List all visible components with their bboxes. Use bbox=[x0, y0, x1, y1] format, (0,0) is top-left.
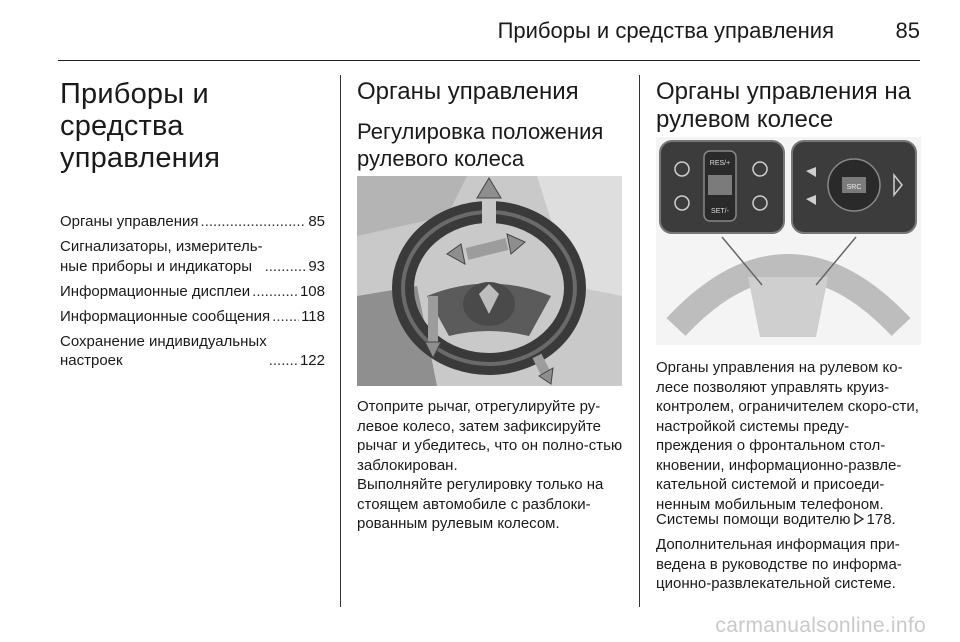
page-reference-arrow-icon bbox=[854, 513, 864, 525]
watermark: carmanualsonline.info bbox=[715, 614, 926, 637]
wheel-controls-column bbox=[656, 78, 921, 134]
header-rule bbox=[58, 60, 920, 61]
driver-assist-reference[interactable] bbox=[656, 510, 924, 530]
toc-entry-page: 118 bbox=[301, 307, 325, 325]
toc-entry[interactable] bbox=[60, 307, 325, 327]
toc-entry-text: Информационные дисплеи bbox=[60, 282, 251, 300]
section-title-wheel-controls bbox=[656, 78, 921, 134]
toc-leader-dots bbox=[265, 257, 307, 277]
toc-entry-text: Сигнализаторы, измеритель- ные приборы и индикаторы bbox=[60, 238, 263, 275]
toc-entry[interactable] bbox=[60, 237, 325, 276]
table-of-contents bbox=[60, 212, 325, 371]
toc-entry[interactable] bbox=[60, 332, 325, 371]
header-title: Приборы и средства управления bbox=[497, 18, 834, 43]
chapter-title-line-1: Приборы и средства bbox=[60, 78, 209, 142]
toc-entry-text: Информационные сообщения bbox=[60, 307, 271, 325]
toc-entry-page: 93 bbox=[308, 257, 325, 275]
toc-entry-text: Органы управления bbox=[60, 213, 199, 230]
set-label: SET/- bbox=[711, 208, 729, 215]
toc-leader-dots bbox=[201, 212, 307, 232]
controls-column bbox=[357, 78, 622, 172]
steering-wheel-image bbox=[357, 176, 622, 386]
driver-assist-text: Системы помощи водителю bbox=[656, 511, 851, 528]
infotainment-reference-paragraph: Дополнительная информация при-ведена в руководстве по информа-ционно-развлекательной системе. bbox=[656, 536, 902, 592]
subsection-title-line-1: Регулировка положения bbox=[357, 119, 604, 144]
subsection-title bbox=[357, 118, 622, 172]
chapter-title-line-2: управления bbox=[60, 142, 221, 174]
column-divider-1 bbox=[340, 75, 341, 607]
toc-leader-dots bbox=[269, 351, 298, 371]
res-label: RES/+ bbox=[709, 160, 731, 167]
toc-entry-page: 108 bbox=[299, 282, 325, 300]
chapter-title bbox=[60, 78, 325, 174]
toc-entry-page: 122 bbox=[299, 352, 325, 369]
section-title-line-2: рулевом колесе bbox=[656, 106, 834, 133]
page-header bbox=[58, 14, 920, 48]
chapter-column bbox=[60, 78, 325, 376]
toc-entry[interactable] bbox=[60, 282, 325, 302]
toc-entry-page: 85 bbox=[308, 213, 325, 230]
section-title: Органы управления bbox=[357, 78, 579, 105]
subsection-title-line-2: рулевого колеса bbox=[357, 146, 525, 171]
steering-wheel-controls-illustration bbox=[656, 137, 921, 345]
column-divider-2 bbox=[639, 75, 640, 607]
section-title-line-1: Органы управления на bbox=[656, 78, 911, 105]
toc-leader-dots bbox=[252, 282, 298, 302]
steering-adjustment-illustration bbox=[357, 176, 622, 386]
toc-entry-text: Сохранение индивидуальных настроек bbox=[60, 332, 267, 369]
page-number: 85 bbox=[895, 18, 920, 43]
steering-controls-image bbox=[656, 137, 921, 345]
toc-leader-dots bbox=[272, 307, 299, 327]
toc-entry[interactable] bbox=[60, 212, 325, 232]
wheel-controls-description: Органы управления на рулевом ко-лесе позволяют управлять круиз-контролем, ограничителем скоро-сти, настройкой системы преду-преждения о фронтальном стол-кновении, информационно-развле-кательной системой и присоеди-ненным мобильным телефоном. bbox=[656, 359, 919, 513]
driver-assist-page: 178. bbox=[866, 511, 896, 528]
adjust-warning-paragraph: Выполняйте регулировку только на стоящем автомобиле с разблоки-рованным рулевым колесом. bbox=[357, 476, 604, 532]
src-label: SRC bbox=[846, 184, 862, 191]
adjust-instructions-paragraph: Отоприте рычаг, отрегулируйте ру-левое колесо, затем зафиксируйте рычаг и убедитесь, что он полно-стью заблокирован. bbox=[357, 398, 623, 474]
